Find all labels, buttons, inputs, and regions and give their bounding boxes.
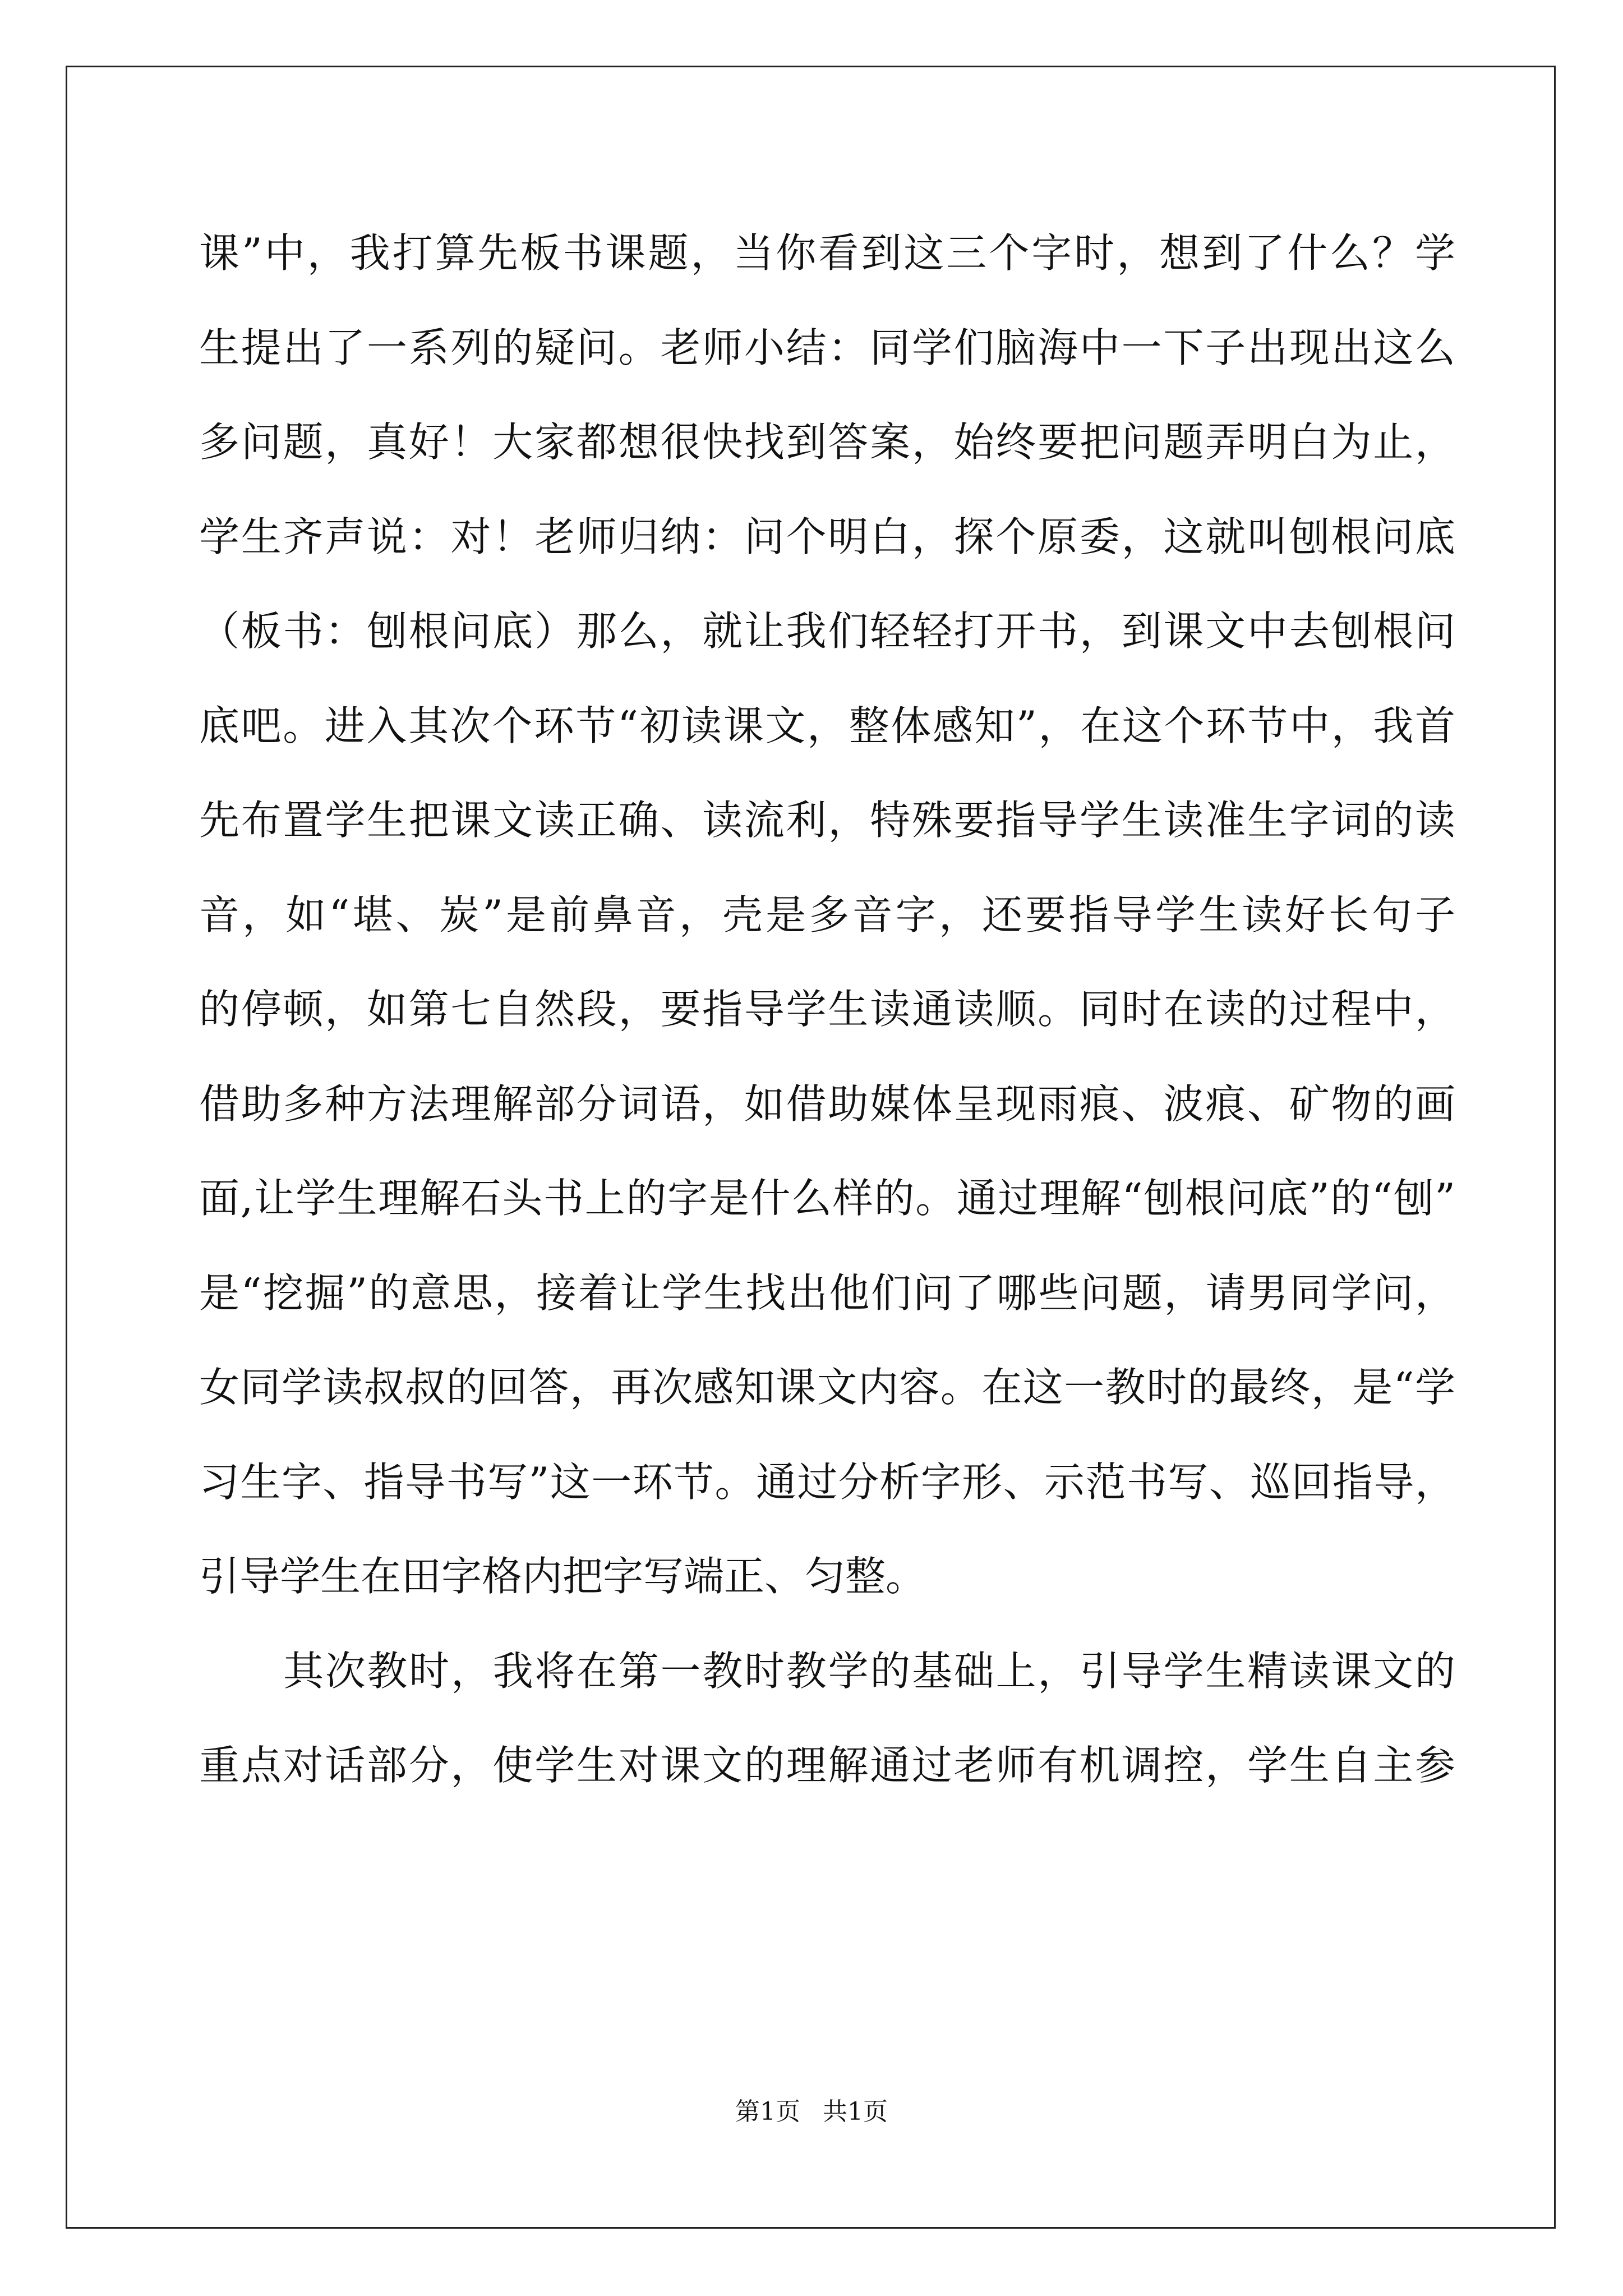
text-line: 其次教时，我将在第一教时教学的基础上，引导学生精读课文的 xyxy=(283,1647,1455,1695)
text-line: 音，如“堪、炭”是前鼻音，壳是多音字，还要指导学生读好长句子 xyxy=(199,891,1455,938)
text-line: 底吧。进入其次个环节“初读课文，整体感知”，在这个环节中，我首 xyxy=(199,702,1455,749)
text-line: （板书：刨根问底）那么，就让我们轻轻打开书，到课文中去刨根问 xyxy=(199,608,1455,655)
text-line: 女同学读叔叔的回答，再次感知课文内容。在这一教时的最终，是“学 xyxy=(199,1364,1455,1411)
text-line: 引导学生在田字格内把字写端正、匀整。 xyxy=(199,1553,926,1600)
page-total: 共1页 xyxy=(823,2097,888,2126)
document-body xyxy=(199,206,1455,1813)
text-line: 习生字、指导书写”这一环节。通过分析字形、示范书写、巡回指导， xyxy=(199,1458,1455,1506)
text-line: 学生齐声说：对！老师归纳：问个明白，探个原委，这就叫刨根问底 xyxy=(199,513,1455,560)
text-line: 的停顿，如第七自然段，要指导学生读通读顺。同时在读的过程中， xyxy=(199,986,1455,1033)
text-line: 面,让学生理解石头书上的字是什么样的。通过理解“刨根问底”的“刨” xyxy=(199,1175,1455,1222)
text-line: 生提出了一系列的疑问。老师小结：同学们脑海中一下子出现出这么 xyxy=(199,324,1455,371)
text-line: 借助多种方法理解部分词语，如借助媒体呈现雨痕、波痕、矿物的画 xyxy=(199,1080,1455,1128)
text-line: 多问题，真好！大家都想很快找到答案，始终要把问题弄明白为止， xyxy=(199,418,1455,466)
page-footer xyxy=(0,2095,1623,2129)
text-line: 是“挖掘”的意思，接着让学生找出他们问了哪些问题，请男同学问， xyxy=(199,1269,1455,1317)
text-line: 课”中，我打算先板书课题，当你看到这三个字时，想到了什么？学 xyxy=(199,229,1455,277)
text-line: 先布置学生把课文读正确、读流利，特殊要指导学生读准生字词的读 xyxy=(199,797,1455,844)
page-number: 第1页 xyxy=(735,2097,800,2126)
text-line: 重点对话部分，使学生对课文的理解通过老师有机调控，学生自主参 xyxy=(199,1742,1455,1789)
